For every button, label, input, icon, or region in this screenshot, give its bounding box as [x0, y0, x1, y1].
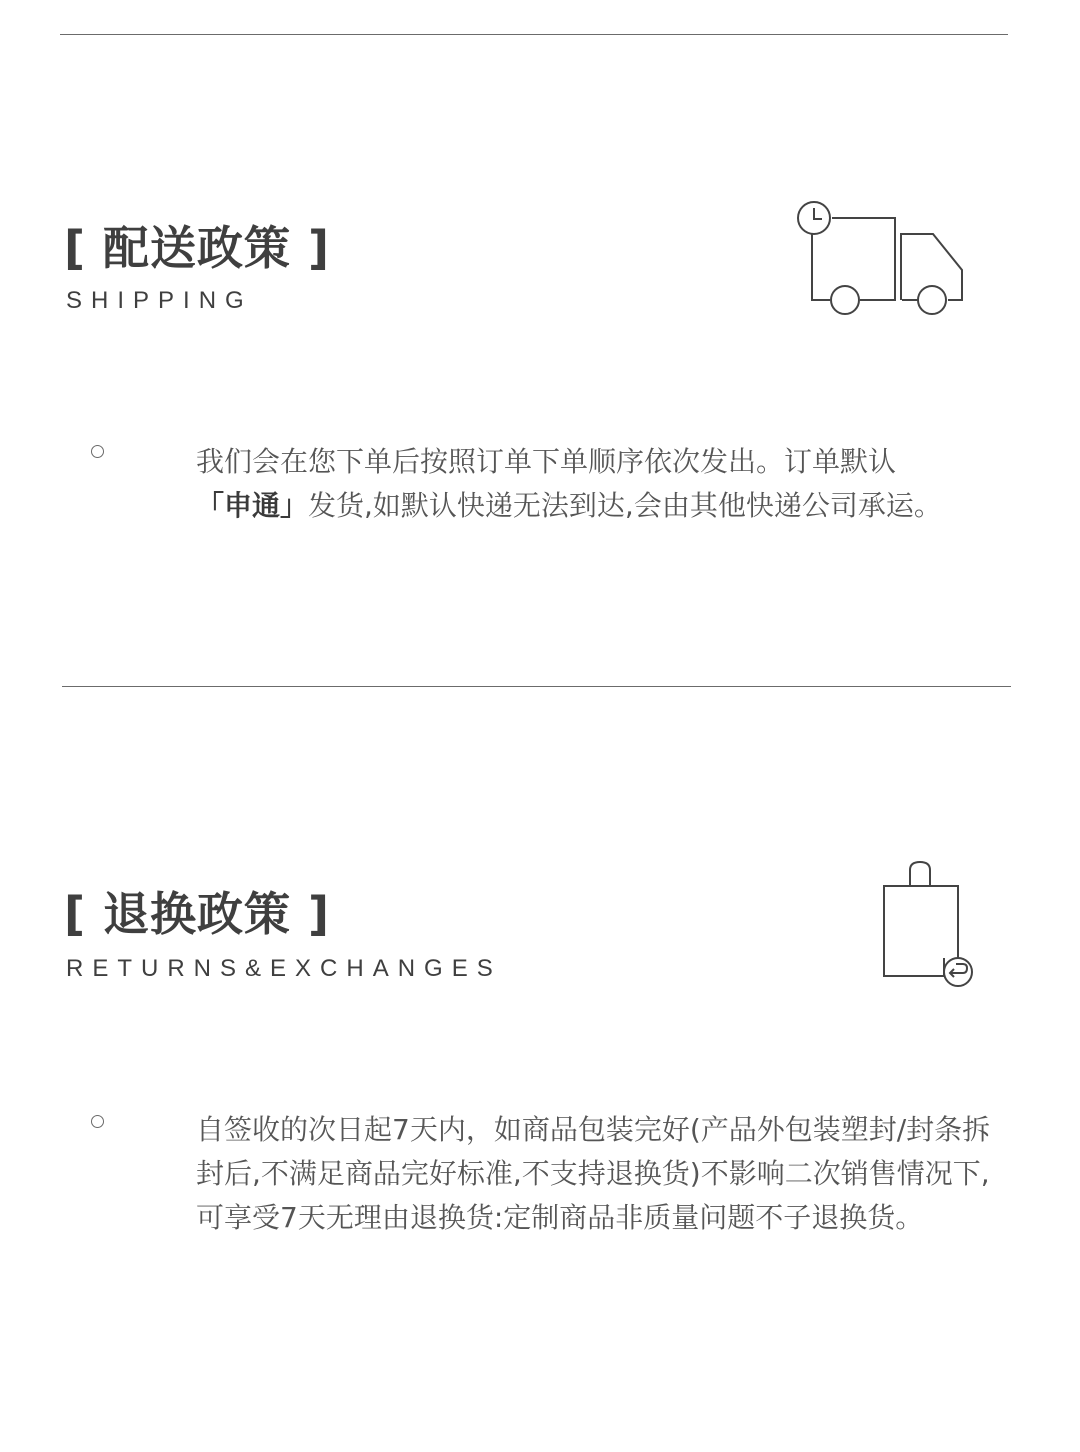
shipping-title: [ 配送政策 ]	[64, 221, 331, 275]
returns-bullet	[91, 1115, 104, 1128]
returns-body: 自签收的次日起7天内，如商品包装完好(产品外包装塑封/封条拆封后,不满足商品完好标准,不支持退换货)不影响二次销售情况下,可享受7天无理由退换货:定制商品非质量问题不子退换货。	[196, 1113, 991, 1234]
top-divider	[60, 34, 1008, 35]
shipping-text-line1: 我们会在您下单后按照订单下单顺序依次发出。订单默认	[196, 445, 897, 478]
delivery-truck-clock-icon	[790, 198, 970, 320]
shipping-body	[196, 440, 1008, 528]
shopping-bag-return-icon	[872, 856, 982, 992]
shipping-subtitle: SHIPPING	[66, 287, 253, 314]
shipping-text-line2: 发货,如默认快递无法到达,会由其他快递公司承运。	[308, 489, 942, 522]
section-divider	[62, 686, 1011, 687]
shipping-bullet	[91, 445, 104, 458]
returns-subtitle: RETURNS&EXCHANGES	[66, 955, 502, 982]
courier-name: 「申通」	[196, 489, 309, 522]
returns-title: [ 退换政策 ]	[64, 887, 331, 941]
